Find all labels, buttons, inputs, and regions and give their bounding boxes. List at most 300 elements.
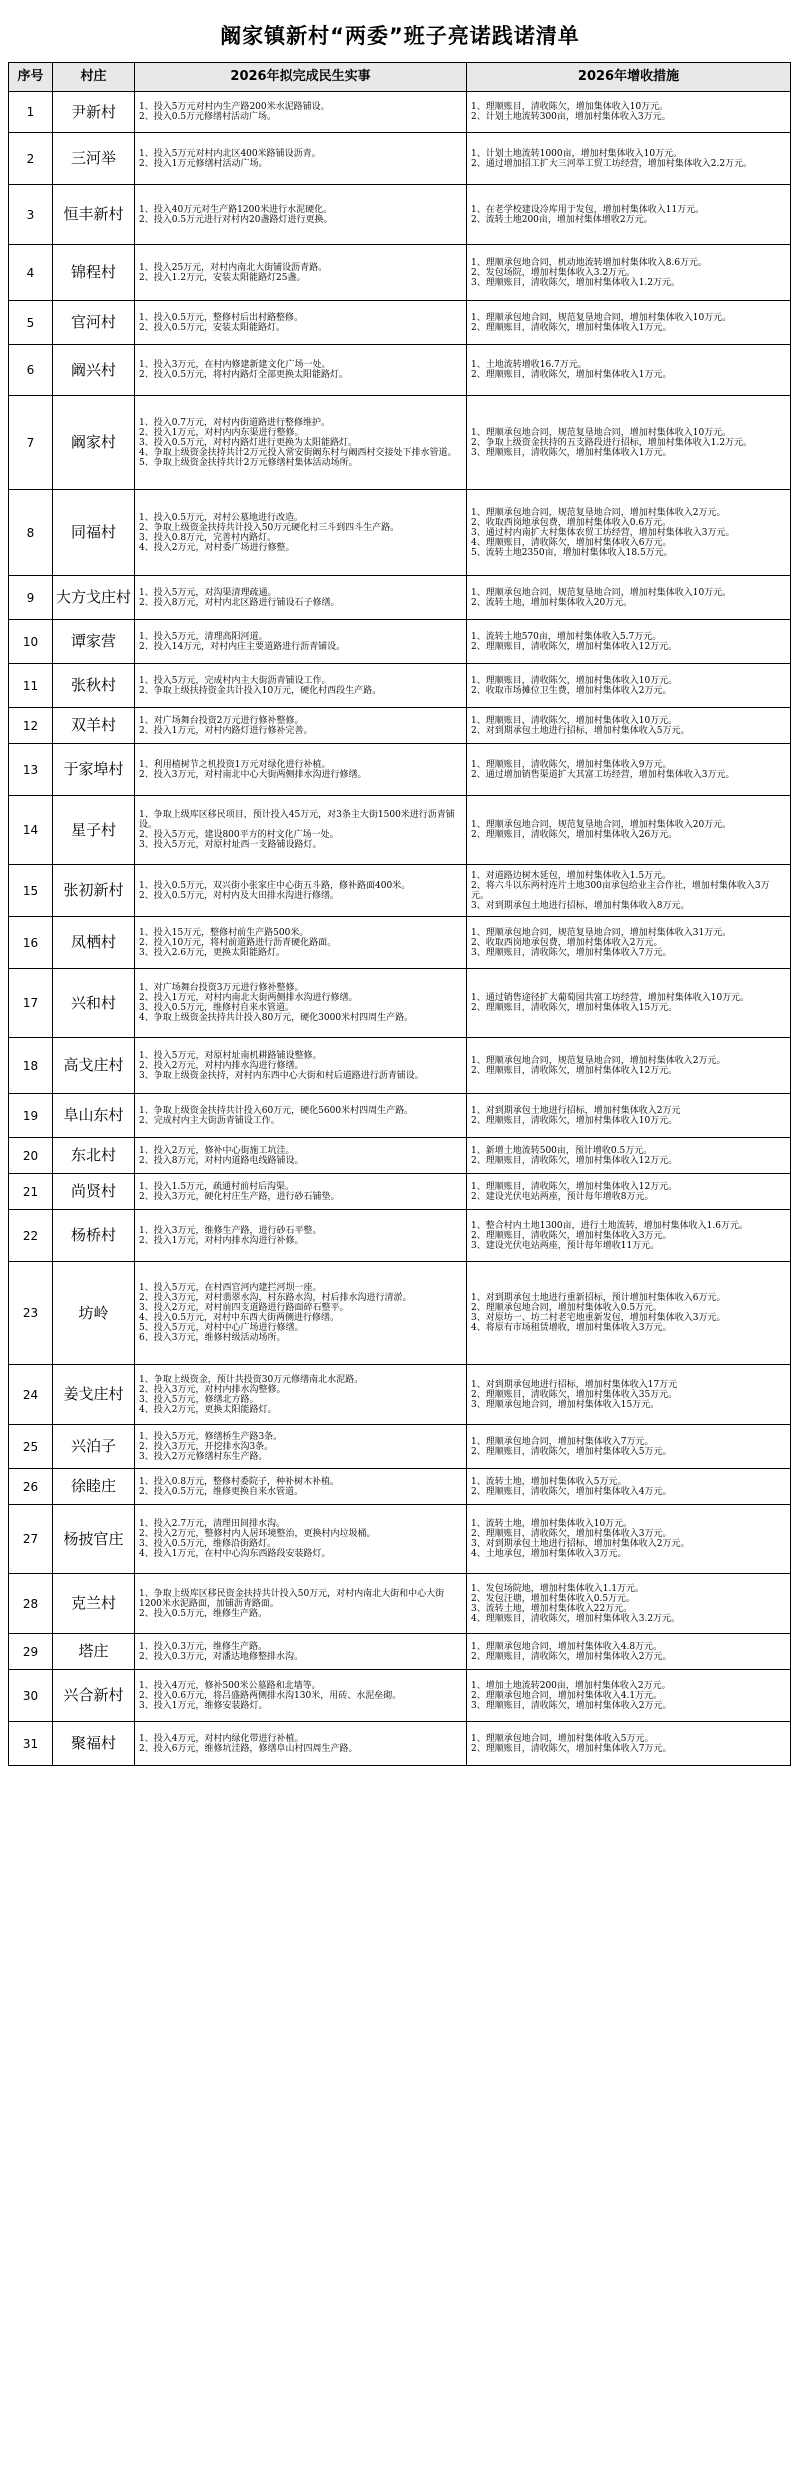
- income-item: 4、理顺账目，清收陈欠，增加村集体收入3.2万元。: [471, 1613, 681, 1624]
- income-item: 4、土地承包，增加村集体收入3万元。: [471, 1549, 627, 1559]
- village-name: 同福村: [53, 490, 135, 576]
- income-item: 1、增加土地流转200亩，增加村集体收入2万元。: [471, 1680, 671, 1691]
- table-row: [9, 1425, 791, 1469]
- village-name: 尚贤村: [53, 1174, 135, 1210]
- income-item: 2、理顺账目，清收陈欠，增加村集体收入12万元。: [471, 1155, 678, 1166]
- row-number: 5: [9, 301, 53, 345]
- income-cell: [467, 133, 791, 185]
- header-no: 序号: [9, 63, 53, 92]
- income-item: 1、发包场院地，增加村集体收入1.1万元。: [471, 1583, 645, 1594]
- project-item: 2、投入0.5万元，对村内及大田排水沟进行修缮。: [139, 890, 340, 901]
- village-name: 东北村: [53, 1138, 135, 1174]
- projects-cell: [135, 708, 467, 744]
- income-item: 1、理顺账目，清收陈欠，增加村集体收入9万元。: [471, 759, 672, 770]
- project-item: 2、投入0.5万元修缮村活动广场。: [139, 112, 277, 122]
- project-item: 1、投入0.8万元，整修村委院子，种补树木补植。: [139, 1476, 340, 1487]
- project-item: 1、投入2.7万元，清理田间排水沟。: [139, 1519, 286, 1529]
- income-cell: [467, 1138, 791, 1174]
- income-cell: [467, 185, 791, 245]
- income-cell: [467, 301, 791, 345]
- table-row: [9, 133, 791, 185]
- commitment-table: [8, 62, 791, 1766]
- income-cell: [467, 1574, 791, 1634]
- project-item: 5、投入5万元，对村中心广场进行修缮。: [139, 1323, 304, 1333]
- projects-cell: [135, 1722, 467, 1766]
- project-item: 3、投入0.5万元，维修村自来水管道。: [139, 1003, 295, 1013]
- project-item: 2、投入2万元，整修村内人居环境整治，更换村内垃圾桶。: [139, 1529, 376, 1539]
- projects-cell: [135, 796, 467, 865]
- income-cell: [467, 969, 791, 1038]
- income-item: 2、收取西岗地承包费，增加村集体收入2万元。: [471, 937, 663, 948]
- project-item: 2、投入1.2万元，安装太阳能路灯25盏。: [139, 272, 306, 283]
- table-row: [9, 1634, 791, 1670]
- income-item: 1、理顺承包地合同，规范复垦地合同，增加村集体收入31万元。: [471, 927, 732, 938]
- projects-cell: [135, 133, 467, 185]
- project-item: 1、投入40万元对生产路1200米进行水泥硬化。: [139, 204, 333, 215]
- projects-cell: [135, 1174, 467, 1210]
- table-row: [9, 1262, 791, 1365]
- project-item: 1、对广场舞台投资3万元进行修补整修。: [139, 983, 304, 993]
- row-number: 7: [9, 396, 53, 490]
- projects-cell: [135, 490, 467, 576]
- income-cell: [467, 917, 791, 969]
- project-item: 2、投入3万元，对村南北中心大街两侧排水沟进行修缮。: [139, 769, 367, 780]
- income-item: 2、发包场院，增加村集体收入3.2万元。: [471, 267, 636, 278]
- projects-cell: [135, 1574, 467, 1634]
- project-item: 1、投入5万元，对原村址南机耕路铺设整修。: [139, 1050, 322, 1061]
- income-item: 3、建设光伏电站两座，预计每年增收11万元。: [471, 1240, 660, 1251]
- row-number: 19: [9, 1094, 53, 1138]
- project-item: 1、投入3万元，维修生产路，进行砂石平整。: [139, 1225, 322, 1236]
- row-number: 15: [9, 865, 53, 917]
- project-item: 3、投入2万元，对村前四支道路进行路面碎石整平。: [139, 1303, 349, 1313]
- project-item: 2、投入1万元，对村内排水沟进行补修。: [139, 1235, 304, 1246]
- income-item: 2、流转土地200亩，增加村集体增收2万元。: [471, 214, 653, 225]
- row-number: 11: [9, 664, 53, 708]
- table-row: [9, 1094, 791, 1138]
- income-cell: [467, 1722, 791, 1766]
- projects-cell: [135, 185, 467, 245]
- village-name: 坊岭: [53, 1262, 135, 1365]
- project-item: 1、投入0.5万元，双兴街小张家庄中心街五斗路，修补路面400米。: [139, 880, 411, 891]
- row-number: 2: [9, 133, 53, 185]
- project-item: 1、争取上级库区移民资金扶持共计投入50万元，对村内南北大街和中心大街1200米水泥路面，加铺沥青路面。: [139, 1588, 445, 1609]
- income-cell: [467, 1038, 791, 1094]
- income-item: 1、理顺承包地合同，增加村集体收入4.8万元。: [471, 1641, 663, 1652]
- income-cell: [467, 708, 791, 744]
- table-row: [9, 917, 791, 969]
- project-item: 1、投入15万元，整修村前生产路500米。: [139, 927, 309, 938]
- income-item: 1、流转土地，增加村集体收入10万元。: [471, 1519, 633, 1529]
- village-name: 官河村: [53, 301, 135, 345]
- village-name: 克兰村: [53, 1574, 135, 1634]
- income-item: 3、理顺承包地合同，增加村集体收入15万元。: [471, 1399, 660, 1410]
- village-name: 兴和村: [53, 969, 135, 1038]
- project-item: 2、投入10万元，将村前道路进行沥青硬化路面。: [139, 937, 337, 948]
- income-cell: [467, 92, 791, 133]
- income-cell: [467, 865, 791, 917]
- row-number: 16: [9, 917, 53, 969]
- header-projects: 2026年拟完成民生实事: [135, 63, 467, 92]
- table-row: [9, 620, 791, 664]
- income-cell: [467, 1262, 791, 1365]
- row-number: 3: [9, 185, 53, 245]
- income-item: 1、理顺承包地合同，机动地流转增加村集体收入8.6万元。: [471, 257, 708, 268]
- income-cell: [467, 396, 791, 490]
- projects-cell: [135, 92, 467, 133]
- income-item: 3、对到期承包土地进行招标，增加村集体收入8万元。: [471, 900, 690, 911]
- income-item: 1、理顺账目，清收陈欠，增加集体收入10万元。: [471, 102, 669, 112]
- row-number: 26: [9, 1469, 53, 1505]
- income-item: 2、理顺账目，清收陈欠，增加村集体收入4万元。: [471, 1486, 672, 1497]
- table-row: [9, 1038, 791, 1094]
- projects-cell: [135, 1210, 467, 1262]
- project-item: 1、投入0.3万元，维修生产路。: [139, 1641, 268, 1652]
- project-item: 4、争取上级资金扶持共计投入80万元，硬化3000米村四周生产路。: [139, 1013, 414, 1023]
- project-item: 2、投入0.5万元，安装太阳能路灯。: [139, 322, 286, 333]
- project-item: 2、投入3万元，硬化村庄生产路，进行砂石铺垫。: [139, 1191, 340, 1202]
- project-item: 1、投入2万元，修补中心街施工坑洼。: [139, 1145, 295, 1156]
- project-item: 3、投入0.5万元，维修沿街路灯。: [139, 1539, 277, 1549]
- project-item: 2、投入0.6万元，将吕盛路两侧排水沟130米，用砖、水泥垒砌。: [139, 1690, 402, 1701]
- projects-cell: [135, 1262, 467, 1365]
- income-item: 2、计划土地流转300亩，增加村集体收入3万元。: [471, 112, 671, 122]
- projects-cell: [135, 744, 467, 796]
- projects-cell: [135, 345, 467, 396]
- village-name: 张秋村: [53, 664, 135, 708]
- income-item: 1、对道路边树木延包，增加村集体收入1.5万元。: [471, 870, 672, 881]
- row-number: 6: [9, 345, 53, 396]
- project-item: 1、投入0.5万元，整修村后出村路整修。: [139, 312, 304, 323]
- project-item: 1、投入3万元，在村内修建新建文化广场一处。: [139, 360, 331, 370]
- income-cell: [467, 1634, 791, 1670]
- income-item: 3、对原坊一、坊二村老宅地重新发包，增加村集体收入3万元。: [471, 1313, 726, 1323]
- project-item: 1、争取上级库区移民项目，预计投入45万元，对3条主大街1500米进行沥青铺设。: [139, 810, 455, 830]
- project-item: 1、投入1.5万元，疏通村前村后沟渠。: [139, 1181, 295, 1192]
- income-item: 3、流转土地，增加村集体收入22万元。: [471, 1603, 633, 1614]
- project-item: 2、投入3万元，对村内排水沟整修。: [139, 1384, 286, 1395]
- table-row: [9, 708, 791, 744]
- project-item: 3、争取上级资金扶持，对村内东西中心大街和村后道路进行沥青铺设。: [139, 1070, 424, 1081]
- table-row: [9, 1469, 791, 1505]
- income-cell: [467, 490, 791, 576]
- project-item: 3、投入0.5万元，对村内路灯进行更换为太阳能路灯。: [139, 437, 358, 448]
- income-item: 1、通过销售途径扩大葡萄园共富工坊经营，增加村集体收入10万元。: [471, 993, 750, 1003]
- village-name: 阚家村: [53, 396, 135, 490]
- table-row: [9, 1365, 791, 1425]
- income-item: 2、将六斗以东两村连片土地300亩承包给业主合作社，增加村集体收入3万元。: [471, 880, 770, 901]
- project-item: 2、投入0.5万元进行对村内20盏路灯进行更换。: [139, 214, 333, 225]
- project-item: 2、投入1万元，对村内内东渠进行整修。: [139, 427, 304, 438]
- row-number: 12: [9, 708, 53, 744]
- row-number: 30: [9, 1670, 53, 1722]
- income-item: 1、理顺承包地合同，增加村集体收入5万元。: [471, 1733, 654, 1744]
- income-item: 2、理顺账目，清收陈欠，增加村集体收入35万元。: [471, 1389, 678, 1400]
- projects-cell: [135, 620, 467, 664]
- income-item: 1、对到期承包地进行招标，增加村集体收入17万元: [471, 1379, 678, 1390]
- income-cell: [467, 345, 791, 396]
- row-number: 10: [9, 620, 53, 664]
- project-item: 2、投入14万元，对村内庄主要道路进行沥青铺设。: [139, 641, 346, 652]
- project-item: 2、投入1万元，对村内路灯进行修补完善。: [139, 725, 313, 736]
- income-item: 1、理顺承包地合同，增加村集体收入7万元。: [471, 1436, 654, 1447]
- project-item: 4、投入1万元，在村中心沟东西路段安装路灯。: [139, 1549, 331, 1559]
- village-name: 双羊村: [53, 708, 135, 744]
- village-name: 凤栖村: [53, 917, 135, 969]
- row-number: 31: [9, 1722, 53, 1766]
- table-row: [9, 744, 791, 796]
- table-row: [9, 185, 791, 245]
- project-item: 1、利用植树节之机投资1万元对绿化进行补植。: [139, 759, 331, 770]
- projects-cell: [135, 245, 467, 301]
- project-item: 2、投入2万元，对村内排水沟进行修缮。: [139, 1060, 304, 1071]
- project-item: 4、投入2万元，更换太阳能路灯。: [139, 1404, 277, 1415]
- row-number: 9: [9, 576, 53, 620]
- table-row: [9, 576, 791, 620]
- row-number: 1: [9, 92, 53, 133]
- project-item: 3、投入2.6万元，更换太阳能路灯。: [139, 947, 286, 958]
- income-item: 2、理顺账目，清收陈欠，增加村集体收入3万元。: [471, 1230, 672, 1241]
- project-item: 4、争取上级资金扶持共计2万元投入常安街阚东村与阚西村交接处下排水管道。: [139, 447, 457, 458]
- income-cell: [467, 620, 791, 664]
- projects-cell: [135, 1038, 467, 1094]
- income-item: 3、通过村内南扩大村集体农贸工坊经营，增加村集体收入3万元。: [471, 527, 735, 538]
- income-item: 1、流转土地570亩，增加村集体收入5.7万元。: [471, 631, 662, 642]
- table-row: [9, 92, 791, 133]
- projects-cell: [135, 1425, 467, 1469]
- income-cell: [467, 664, 791, 708]
- project-item: 2、投入0.3万元，对潘达地修整排水沟。: [139, 1651, 304, 1662]
- table-row: [9, 664, 791, 708]
- income-item: 2、理顺账目，清收陈欠，增加村集体收入7万元。: [471, 1743, 672, 1754]
- table-row: [9, 301, 791, 345]
- projects-cell: [135, 969, 467, 1038]
- project-item: 2、投入8万元，对村内北区路进行铺设石子修缮。: [139, 597, 340, 608]
- income-cell: [467, 245, 791, 301]
- project-item: 1、投入0.5万元，对村公墓地进行改造。: [139, 512, 304, 523]
- income-item: 1、理顺承包地合同，规范复垦地合同，增加村集体收入2万元。: [471, 507, 726, 518]
- village-name: 徐睦庄: [53, 1469, 135, 1505]
- village-name: 谭家营: [53, 620, 135, 664]
- village-name: 阚兴村: [53, 345, 135, 396]
- income-item: 1、土地流转增收16.7万元。: [471, 360, 587, 370]
- project-item: 1、投入5万元，修缮桥生产路3条。: [139, 1431, 283, 1442]
- table-row: [9, 1174, 791, 1210]
- table-row: [9, 245, 791, 301]
- projects-cell: [135, 1365, 467, 1425]
- project-item: 1、争取上级资金扶持共计投入60万元，硬化5600米村四周生产路。: [139, 1105, 414, 1116]
- table-header-row: [9, 63, 791, 92]
- project-item: 2、投入8万元，对村内道路电线路铺设。: [139, 1155, 304, 1166]
- row-number: 8: [9, 490, 53, 576]
- income-item: 1、新增土地流转500亩，预计增收0.5万元。: [471, 1145, 653, 1156]
- table-body: [9, 92, 791, 1766]
- income-item: 2、通过增加销售渠道扩大其富工坊经营，增加村集体收入3万元。: [471, 769, 735, 780]
- project-item: 3、投入2万元修缮村东生产路。: [139, 1451, 268, 1462]
- income-cell: [467, 1670, 791, 1722]
- income-cell: [467, 1505, 791, 1574]
- income-item: 2、对到期承包土地进行招标，增加村集体收入5万元。: [471, 725, 690, 736]
- income-item: 3、对到期承包土地进行招标，增加村集体收入2万元。: [471, 1539, 690, 1549]
- projects-cell: [135, 664, 467, 708]
- income-item: 2、争取上级资金扶持的五支路段进行招标，增加村集体收入1.2万元。: [471, 437, 753, 448]
- projects-cell: [135, 865, 467, 917]
- project-item: 4、投入2万元，对村委广场进行修整。: [139, 542, 295, 553]
- income-cell: [467, 1094, 791, 1138]
- project-item: 2、投入3万元，开挖排水沟3条。: [139, 1441, 274, 1452]
- project-item: 1、投入5万元对村内生产路200米水泥路铺设。: [139, 102, 330, 112]
- income-item: 1、理顺承包地合同，规范复垦地合同，增加村集体收入10万元。: [471, 427, 732, 438]
- income-item: 1、理顺账目，清收陈欠，增加村集体收入10万元。: [471, 715, 678, 726]
- project-item: 2、投入5万元，建设800平方的村文化广场一处。: [139, 830, 339, 840]
- row-number: 20: [9, 1138, 53, 1174]
- income-item: 1、理顺承包地合同，规范复垦地合同，增加村集体收入2万元。: [471, 1055, 726, 1066]
- income-item: 1、理顺账目，清收陈欠，增加村集体收入10万元。: [471, 675, 678, 686]
- income-cell: [467, 796, 791, 865]
- project-item: 2、投入0.5万元，维修更换自来水管道。: [139, 1486, 304, 1497]
- income-item: 4、将原有市场租赁增收，增加村集体收入3万元。: [471, 1323, 672, 1333]
- project-item: 2、投入0.5万元，维修生产路。: [139, 1608, 268, 1619]
- header-village: 村庄: [53, 63, 135, 92]
- income-item: 3、理顺账目，清收陈欠，增加村集体收入2万元。: [471, 1700, 672, 1711]
- row-number: 29: [9, 1634, 53, 1670]
- project-item: 2、完成村内主大街沥青铺设工作。: [139, 1115, 280, 1126]
- project-item: 1、投入25万元，对村内南北大街铺设沥青路。: [139, 262, 328, 273]
- village-name: 聚福村: [53, 1722, 135, 1766]
- village-name: 三河举: [53, 133, 135, 185]
- income-item: 2、理顺账目，清收陈欠，增加村集体收入1万元。: [471, 370, 672, 380]
- village-name: 星子村: [53, 796, 135, 865]
- table-row: [9, 865, 791, 917]
- project-item: 1、投入0.7万元，对村内街道路进行整修维护。: [139, 417, 331, 428]
- income-item: 2、流转土地，增加村集体收入20万元。: [471, 597, 633, 608]
- village-name: 高戈庄村: [53, 1038, 135, 1094]
- income-item: 3、理顺账目，清收陈欠，增加村集体收入7万元。: [471, 947, 672, 958]
- row-number: 4: [9, 245, 53, 301]
- income-item: 1、对到期承包土地进行重新招标，预计增加村集体收入6万元。: [471, 1293, 726, 1303]
- income-item: 1、流转土地，增加村集体收入5万元。: [471, 1476, 627, 1487]
- project-item: 2、投入1万元，对村内南北大街两侧排水沟进行修缮。: [139, 993, 358, 1003]
- project-item: 1、争取上级资金，预计共投资30万元修缮南北水泥路。: [139, 1374, 364, 1385]
- projects-cell: [135, 1094, 467, 1138]
- income-item: 2、理顺账目，清收陈欠，增加村集体收入2万元。: [471, 1651, 672, 1662]
- project-item: 1、投入5万元，对沟渠清理疏通。: [139, 587, 277, 598]
- project-item: 3、投入1万元，维修安装路灯。: [139, 1700, 268, 1711]
- project-item: 1、投入5万元，完成村内主大街沥青铺设工作。: [139, 675, 331, 686]
- table-row: [9, 1722, 791, 1766]
- page-title: 阚家镇新村“两委”班子亮诺践诺清单: [220, 24, 580, 48]
- row-number: 25: [9, 1425, 53, 1469]
- income-item: 2、理顺账目，清收陈欠，增加村集体收入5万元。: [471, 1446, 672, 1457]
- income-item: 2、理顺账目，清收陈欠，增加村集体收入10万元。: [471, 1115, 678, 1126]
- income-item: 2、通过增加招工扩大三河举工贸工坊经营，增加村集体收入2.2万元。: [471, 158, 753, 169]
- income-cell: [467, 1365, 791, 1425]
- income-item: 2、理顺账目，清收陈欠，增加村集体收入3万元。: [471, 1529, 672, 1539]
- income-item: 2、理顺账目，清收陈欠，增加村集体收入26万元。: [471, 830, 678, 840]
- project-item: 1、投入5万元，清理高阳河道。: [139, 631, 268, 642]
- income-item: 1、理顺承包地合同，规范复垦地合同，增加村集体收入20万元。: [471, 820, 732, 830]
- table-row: [9, 1210, 791, 1262]
- row-number: 14: [9, 796, 53, 865]
- income-item: 1、计划土地流转1000亩，增加村集体收入10万元。: [471, 148, 683, 159]
- village-name: 于家埠村: [53, 744, 135, 796]
- project-item: 1、投入5万元，在村西官河内建拦河坝一座。: [139, 1283, 322, 1293]
- income-item: 3、理顺账目，清收陈欠，增加村集体收入1.2万元。: [471, 277, 681, 288]
- village-name: 张初新村: [53, 865, 135, 917]
- table-row: [9, 796, 791, 865]
- row-number: 17: [9, 969, 53, 1038]
- project-item: 5、争取上级资金扶持共计2万元修缮村集体活动场所。: [139, 457, 358, 468]
- village-name: 恒丰新村: [53, 185, 135, 245]
- projects-cell: [135, 917, 467, 969]
- income-item: 2、建设光伏电站两座，预计每年增收8万元。: [471, 1191, 654, 1202]
- project-item: 2、投入3万元，对村翡翠水沟，村东路水沟，村后排水沟进行清淤。: [139, 1293, 412, 1303]
- income-item: 2、收取西岗地承包费，增加村集体收入0.6万元。: [471, 517, 672, 528]
- village-name: 塔庄: [53, 1634, 135, 1670]
- table-row: [9, 396, 791, 490]
- project-item: 4、投入0.5万元，对村中东西大街两侧进行修缮。: [139, 1313, 340, 1323]
- row-number: 23: [9, 1262, 53, 1365]
- income-item: 1、整合村内土地1300亩，进行土地流转，增加村集体收入1.6万元。: [471, 1220, 748, 1231]
- projects-cell: [135, 1469, 467, 1505]
- project-item: 1、投入4万元，对村内绿化带进行补植。: [139, 1733, 304, 1744]
- header-income: 2026年增收措施: [467, 63, 791, 92]
- income-item: 2、理顺承包地合同，增加村集体收入0.5万元。: [471, 1303, 663, 1313]
- income-item: 4、理顺账目，清收陈欠，增加村集体收入6万元。: [471, 537, 672, 548]
- income-cell: [467, 1469, 791, 1505]
- projects-cell: [135, 576, 467, 620]
- project-item: 6、投入3万元，维修村级活动场所。: [139, 1333, 286, 1343]
- village-name: 大方戈庄村: [53, 576, 135, 620]
- projects-cell: [135, 1505, 467, 1574]
- project-item: 2、争取上级资金扶持共计投入50万元硬化村三斗到四斗生产路。: [139, 522, 400, 533]
- village-name: 锦程村: [53, 245, 135, 301]
- village-name: 杨披官庄: [53, 1505, 135, 1574]
- village-name: 尹新村: [53, 92, 135, 133]
- row-number: 13: [9, 744, 53, 796]
- income-cell: [467, 1174, 791, 1210]
- income-item: 2、理顺承包地合同，增加村集体收入4.1万元。: [471, 1690, 663, 1701]
- project-item: 3、投入5万元，修缮北方路。: [139, 1394, 259, 1405]
- project-item: 1、投入4万元，修补500米公墓路和北墙等。: [139, 1680, 321, 1691]
- income-cell: [467, 1425, 791, 1469]
- income-item: 3、理顺账目，清收陈欠，增加村集体收入1万元。: [471, 447, 672, 458]
- income-item: 2、收取市场摊位卫生费，增加村集体收入2万元。: [471, 685, 672, 696]
- project-item: 1、投入5万元对村内北区400米路铺设沥青。: [139, 148, 321, 159]
- row-number: 24: [9, 1365, 53, 1425]
- income-cell: [467, 576, 791, 620]
- income-item: 1、对到期承包土地进行招标，增加村集体收入2万元: [471, 1105, 681, 1116]
- row-number: 18: [9, 1038, 53, 1094]
- projects-cell: [135, 1670, 467, 1722]
- income-item: 1、理顺承包地合同，规范复垦地合同，增加村集体收入10万元。: [471, 587, 732, 598]
- table-row: [9, 345, 791, 396]
- table-row: [9, 1505, 791, 1574]
- income-item: 1、理顺账目，清收陈欠，增加村集体收入12万元。: [471, 1181, 678, 1192]
- projects-cell: [135, 301, 467, 345]
- income-item: 1、在老学校建设冷库用于发包，增加村集体收入11万元。: [471, 204, 705, 215]
- row-number: 28: [9, 1574, 53, 1634]
- income-item: 2、理顺账目，清收陈欠，增加村集体收入1万元。: [471, 322, 672, 333]
- table-row: [9, 1138, 791, 1174]
- projects-cell: [135, 396, 467, 490]
- table-row: [9, 1574, 791, 1634]
- income-cell: [467, 1210, 791, 1262]
- projects-cell: [135, 1634, 467, 1670]
- row-number: 27: [9, 1505, 53, 1574]
- table-row: [9, 969, 791, 1038]
- row-number: 22: [9, 1210, 53, 1262]
